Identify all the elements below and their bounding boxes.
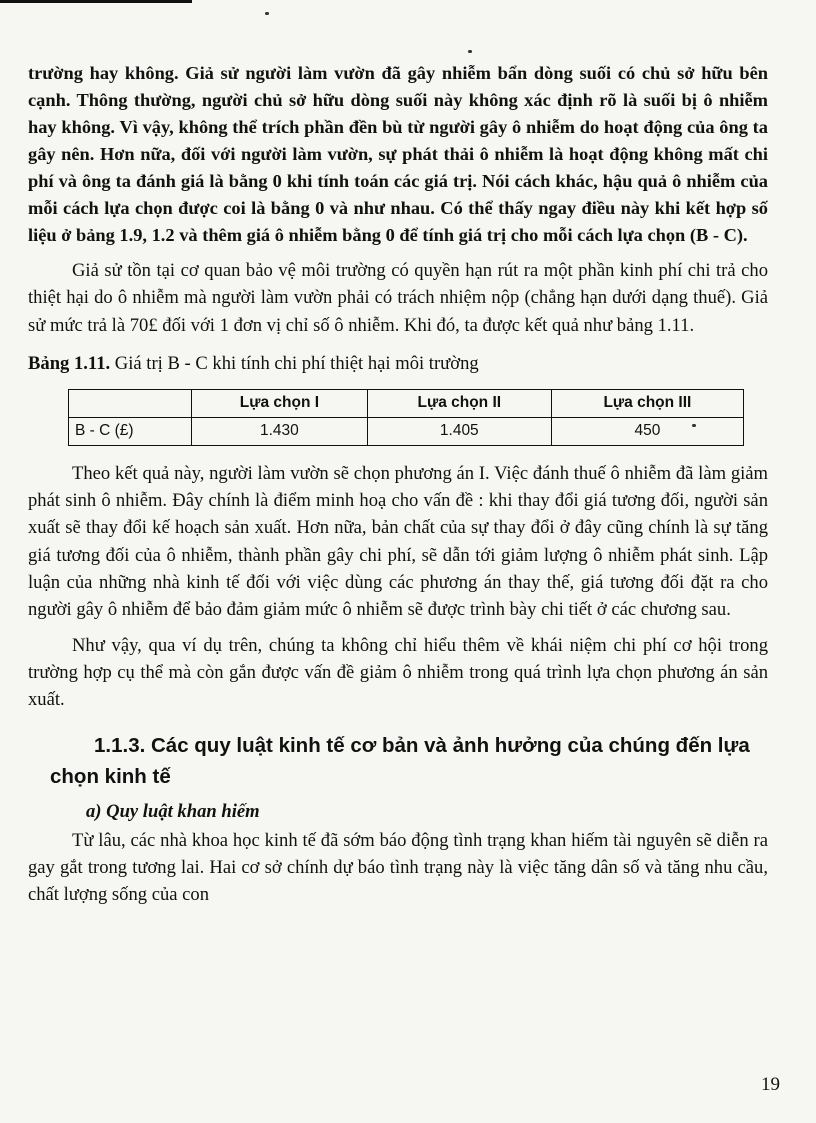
paragraph-1: trường hay không. Giả sử người làm vườn đã gây nhiễm bẩn dòng suối có chủ sở hữu bên cạnh. Thông thường, người chủ sở hữu dòng suối này không xác định rõ là suối bị ô nhiễm hay không. Vì vậy, không thể trích phần đền bù từ người gây ô nhiễm do hoạt động của ông ta gây nên. Hơn nữa, đối với người làm vườn, sự phát thải ô nhiễm là hoạt động không mất chi phí và ông ta đánh giá là bằng 0 khi tính toán các giá trị. Nói cách khác, hậu quả ô nhiễm của mỗi cách lựa chọn được coi là bằng 0 và như nhau. Có thể thấy ngay điều này khi kết hợp số liệu ở bảng 1.9, 1.2 và thêm giá ô nhiễm bằng 0 để tính giá trị cho mỗi cách lựa chọn (B - C). (28, 63, 768, 245)
scan-speck (265, 12, 269, 15)
table-header-option-2: Lựa chọn II (367, 389, 551, 417)
table-header-option-3: Lựa chọn III (551, 389, 743, 417)
paragraph-5: Từ lâu, các nhà khoa học kinh tế đã sớm báo động tình trạng khan hiếm tài nguyên sẽ diễn ra gay gắt trong tương lai. Hai cơ sở chính dự báo tình trạng này là việc tăng dân số và tăng nhu cầu, chất lượng sống của con (28, 829, 768, 906)
paragraph-3: Theo kết quả này, người làm vườn sẽ chọn phương án I. Việc đánh thuế ô nhiễm đã làm giảm phát sinh ô nhiễm. Đây chính là điểm minh hoạ cho vấn đề : khi thay đổi giá tương đối, người sản xuất sẽ thay đổi kế hoạch sản xuất. Hơn nữa, bản chất của sự thay đổi ở đây cũng chính là sự tăng giá tương đối của ô nhiễm, thành phần gây chi phí, sẽ dẫn tới giảm lượng ô nhiễm phát sinh. Lập luận của những nhà kinh tế đối với việc dùng các phương án thay thế, giá tương đối đặt ra cho người gây ô nhiễm để bảo đảm giảm mức ô nhiễm sẽ được trình bày chi tiết ở các chương sau. (28, 462, 768, 621)
table-row-label: B - C (£) (69, 417, 192, 445)
page-body (28, 60, 768, 908)
table-cell-option-2: 1.405 (367, 417, 551, 445)
table-caption (28, 351, 768, 377)
table-cell-option-1: 1.430 (192, 417, 368, 445)
table-header-empty (69, 389, 192, 417)
scan-speck (468, 50, 472, 53)
table-cell-option-3: 450 (551, 417, 743, 445)
table-caption-number: Bảng 1.11. (28, 352, 111, 374)
paragraph-4: Như vậy, qua ví dụ trên, chúng ta không chỉ hiểu thêm về khái niệm chi phí cơ hội trong trường hợp cụ thể mà còn gắn được vấn đề giảm ô nhiễm trong quá trình lựa chọn phương án sản xuất. (28, 634, 768, 711)
section-heading: 1.1.3. Các quy luật kinh tế cơ bản và ảnh hưởng của chúng đến lựa chọn kinh tế (50, 733, 750, 788)
subsection-heading: a) Quy luật khan hiếm (86, 800, 260, 822)
result-table (68, 389, 744, 446)
table-header-row (69, 389, 744, 417)
page-number: 19 (761, 1074, 780, 1095)
top-rule (0, 0, 192, 3)
table-row (69, 417, 744, 445)
table-header-option-1: Lựa chọn I (192, 389, 368, 417)
paragraph-2: Giả sử tồn tại cơ quan bảo vệ môi trường có quyền hạn rút ra một phần kinh phí chi trả cho thiệt hại do ô nhiễm mà người làm vườn phải có trách nhiệm nộp (chẳng hạn dưới dạng thuế). Giả sử mức trả là 70£ đối với 1 đơn vị chỉ số ô nhiễm. Khi đó, ta được kết quả như bảng 1.11. (28, 260, 768, 336)
table-caption-text: Giá trị B - C khi tính chi phí thiệt hại môi trường (110, 352, 479, 374)
